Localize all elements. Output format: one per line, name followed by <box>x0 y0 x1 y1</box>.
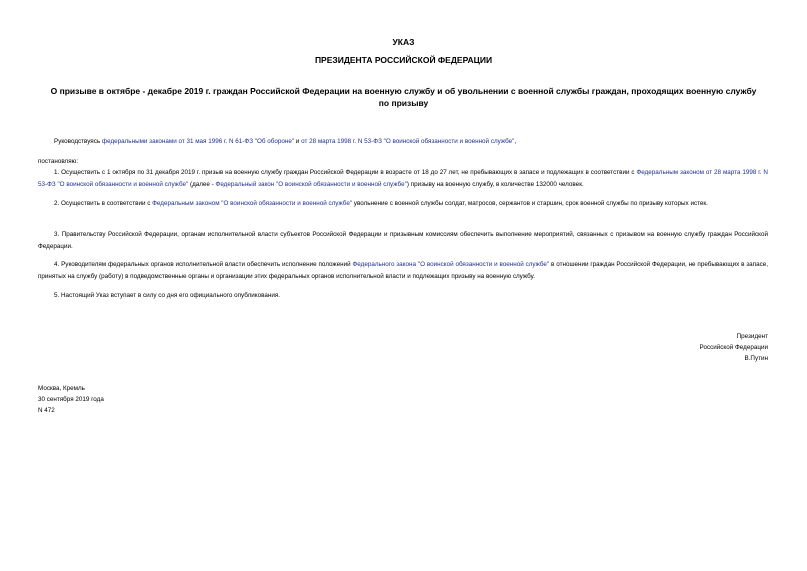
federal-laws-1996-link[interactable]: федеральными законами от 31 мая 1996 г. N 61-ФЗ "Об обороне" <box>101 138 295 145</box>
document-subject-title: О призыве в октябре - декабре 2019 г. граждан Российской Федерации на военную службу и об увольнении с военной службы граждан, проходящих военную службу по призыву <box>50 86 757 108</box>
paragraph-4-start: 4. Руководителям федеральных органов исполнительной власти обеспечить исполнение положений <box>54 261 353 268</box>
preamble-paragraph <box>38 136 768 148</box>
paragraph-2-end: увольнение с военной службы солдат, матросов, сержантов и старшин, срок военной службы по призыву которых истек. <box>352 200 708 207</box>
paragraph-4 <box>38 259 768 282</box>
signature-title-2: Российской Федерации <box>699 344 768 351</box>
paragraph-3: 3. Правительству Российской Федерации, органам исполнительной власти субъектов Российской Федерации и призывным комиссиям обеспечить выполнение мероприятий, связанных с призывом на военную службу граждан Российской Федерации. <box>38 231 768 250</box>
paragraph-4-end: в отношении граждан Российской Федерации, не пребывающих в запасе, принятых на службу (работу) в подведомственные органы и организации этих федеральных органов исполнительной власти и подлежащих призыву на военную службу. <box>38 261 768 280</box>
federal-law-1998-link[interactable]: от 28 марта 1998 г. N 53-ФЗ "О воинской обязанности и военной службе" <box>301 138 515 145</box>
decree-word: постановляю: <box>38 158 79 165</box>
paragraph-1-law-link[interactable]: Федеральным законом от 28 марта 1998 г. N 53-ФЗ "О воинской обязанности и военной службе" <box>38 169 768 188</box>
paragraph-2-start: 2. Осуществить в соответствии с <box>54 200 153 207</box>
issuer-heading: ПРЕЗИДЕНТА РОССИЙСКОЙ ФЕДЕРАЦИИ <box>314 55 493 65</box>
paragraph-1 <box>38 167 768 190</box>
paragraph-1-short-law-link[interactable]: Федеральный закон "О воинской обязанности и военной службе" <box>215 180 407 188</box>
signature-name: В.Путин <box>744 355 768 362</box>
signature-title-1: Президент <box>736 333 768 340</box>
paragraph-2 <box>38 198 768 210</box>
paragraph-2-law-link[interactable]: Федеральным законом "О воинской обязанности и военной службе" <box>152 200 353 207</box>
paragraph-5: 5. Настоящий Указ вступает в силу со дня его официального опубликования. <box>54 292 281 299</box>
paragraph-1-end: ) призыву на военную службу, в количестве 132000 человек. <box>406 180 584 188</box>
preamble-suffix: , <box>514 138 517 145</box>
document-number: N 472 <box>38 407 55 414</box>
signing-date: 30 сентября 2019 года <box>38 396 104 403</box>
paragraph-1-start: 1. Осуществить с 1 октября по 31 декабря 2019 г. призыв на военную службу граждан Российской Федерации в возрасте от 18 до 27 лет, не пребывающих в запасе и подлежащих в соответствии с <box>54 169 637 176</box>
document-type-heading: УКАЗ <box>392 37 415 47</box>
signing-place: Москва, Кремль <box>38 385 85 392</box>
preamble-middle: и <box>294 138 302 145</box>
paragraph-1-mid: (далее - <box>188 180 216 188</box>
paragraph-4-law-link[interactable]: Федерального закона "О воинской обязанности и военной службе" <box>352 261 550 268</box>
preamble-prefix: Руководствуясь <box>54 138 102 145</box>
